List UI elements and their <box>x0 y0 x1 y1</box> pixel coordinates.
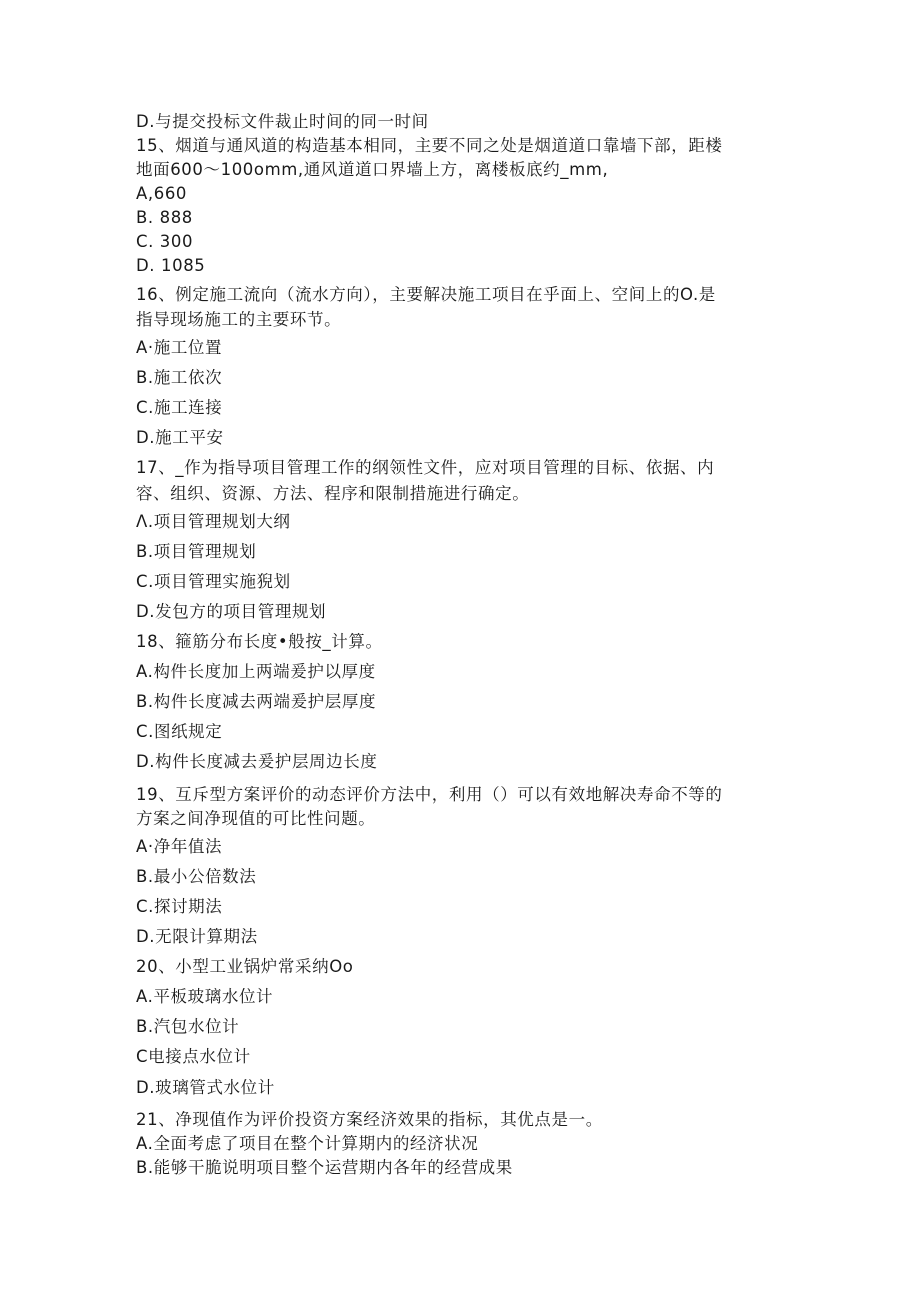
question-20-text: 20、小型工业锅炉常采纳Oo <box>136 957 354 976</box>
option-a-line: A,660 <box>136 184 188 203</box>
option-b-line: B.构件长度减去两端爰护层厚度 <box>136 692 377 711</box>
question-15-text-cont: 地面600～100omm,通风道道口界墙上方，离楼板底约_mm, <box>136 160 609 179</box>
option-b-line: B.施工依次 <box>136 368 223 387</box>
option-a-line: A·净年值法 <box>136 837 223 856</box>
option-a-line: Λ.项目管理规划大纲 <box>136 512 291 531</box>
option-b-line: B.项目管理规划 <box>136 542 257 561</box>
option-b-line: B.汽包水位计 <box>136 1017 240 1036</box>
option-d-line: D.无限计算期法 <box>136 927 258 946</box>
question-16-text: 16、例定施工流向（流水方向），主要解决施工项目在乎面上、空间上的O.是 <box>136 285 716 304</box>
option-c-line: C.探讨期法 <box>136 897 223 916</box>
option-d-line: D.与提交投标文件裁止时间的同一时间 <box>136 112 429 131</box>
option-a-line: A.构件长度加上两端爰护以厚度 <box>136 662 376 681</box>
option-c-line: C. 300 <box>136 232 194 251</box>
question-19-text: 19、互斥型方案评价的动态评价方法中，利用（）可以有效地解决寿命不等的 <box>136 785 723 804</box>
option-d-line: D. 1085 <box>136 256 206 275</box>
option-d-line: D.构件长度减去爰护层周边长度 <box>136 752 378 771</box>
option-c-line: C.图纸规定 <box>136 722 223 741</box>
option-a-line: A.全面考虑了项目在整个计算期内的经济状况 <box>136 1134 479 1153</box>
option-c-line: C电接点水位计 <box>136 1047 251 1066</box>
question-15-text: 15、烟道与通风道的构造基本相同，主要不同之处是烟道道口靠墙下部，距楼 <box>136 136 723 155</box>
question-17-text-cont: 容、组织、资源、方法、程序和限制措施进行确定。 <box>136 484 530 503</box>
option-c-line: C.项目管理实施猊划 <box>136 572 291 591</box>
option-c-line: C.施工连接 <box>136 398 223 417</box>
option-b-line: B.最小公倍数法 <box>136 867 257 886</box>
option-a-line: A·施工位置 <box>136 338 223 357</box>
option-b-line: B.能够干脆说明项目整个运营期内各年的经营成果 <box>136 1158 513 1177</box>
question-17-text: 17、_作为指导项目管理工作的纲领性文件，应对项目管理的目标、依据、内 <box>136 458 715 477</box>
question-19-text-cont: 方案之间净现值的可比性问题。 <box>136 809 376 828</box>
option-d-line: D.发包方的项目管理规划 <box>136 602 327 621</box>
question-16-text-cont: 指导现场施工的主要环节。 <box>136 310 342 329</box>
option-b-line: B. 888 <box>136 208 193 227</box>
question-18-text: 18、箍筋分布长度•般按_计算。 <box>136 632 383 651</box>
option-a-line: A.平板玻璃水位计 <box>136 987 274 1006</box>
option-d-line: D.施工平安 <box>136 428 224 447</box>
question-21-text: 21、净现值作为评价投资方案经济效果的指标，其优点是一。 <box>136 1110 603 1129</box>
option-d-line: D.玻璃管式水位计 <box>136 1078 275 1097</box>
